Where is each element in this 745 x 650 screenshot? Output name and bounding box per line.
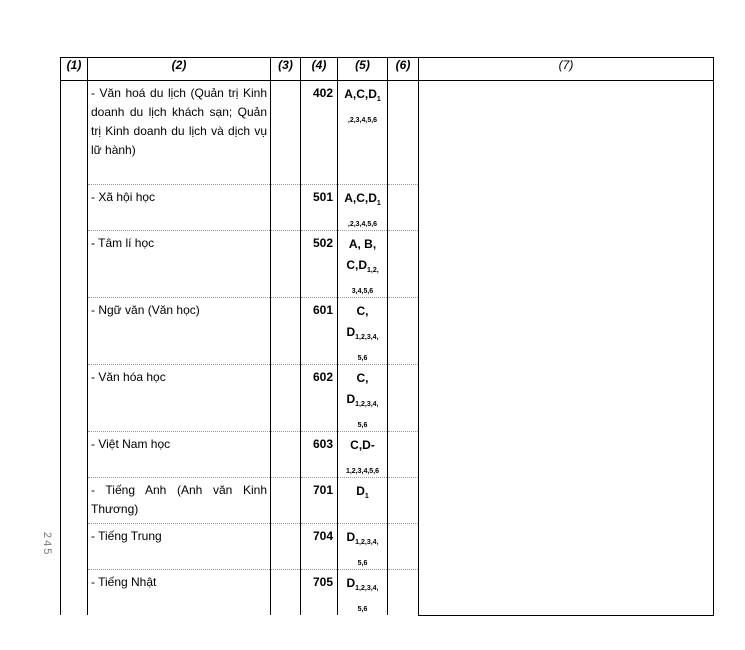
groups-text: C, [356, 371, 369, 385]
col-3-cell [271, 432, 301, 478]
page-number: 245 [41, 532, 53, 557]
major-name: - Tiếng Nhật [88, 570, 271, 616]
col-3-cell [271, 185, 301, 231]
major-code: 402 [301, 81, 338, 185]
col-6-cell [388, 231, 419, 298]
exam-groups [338, 432, 388, 478]
groups-text: D [356, 484, 365, 498]
major-name: - Văn hóa học [88, 365, 271, 432]
col-3-cell [271, 365, 301, 432]
table-row [61, 81, 714, 185]
exam-groups [338, 298, 388, 365]
col-6-cell [388, 524, 419, 570]
header-col-7: (7) [419, 58, 714, 81]
col-3-cell [271, 231, 301, 298]
header-col-3: (3) [271, 58, 301, 81]
col-3-cell [271, 298, 301, 365]
groups-sub: 1 [376, 200, 381, 207]
header-col-5: (5) [338, 58, 388, 81]
groups-sub: 1,2, [366, 267, 379, 274]
major-name: - Việt Nam học [88, 432, 271, 478]
header-col-4: (4) [301, 58, 338, 81]
groups-sub: 1 [364, 493, 369, 500]
major-name: - Tâm lí học [88, 231, 271, 298]
groups-sub: 1,2,3,4, [355, 334, 379, 341]
major-code: 701 [301, 478, 338, 524]
major-name: - Ngữ văn (Văn học) [88, 298, 271, 365]
major-name: - Tiếng Trung [88, 524, 271, 570]
major-code: 601 [301, 298, 338, 365]
groups-sub: 1,2,3,4, [355, 539, 379, 546]
groups-text: C,D- [350, 438, 375, 452]
major-code: 502 [301, 231, 338, 298]
col-6-cell [388, 185, 419, 231]
col-3-cell [271, 81, 301, 185]
major-code: 501 [301, 185, 338, 231]
exam-groups [338, 365, 388, 432]
major-code: 603 [301, 432, 338, 478]
exam-groups [338, 81, 388, 185]
groups-text: D [346, 576, 356, 590]
major-code: 705 [301, 570, 338, 616]
groups-sub: ,2,3,4,5,6 [347, 221, 378, 228]
col-6-cell [388, 570, 419, 616]
groups-sub: 1,2,3,4, [355, 401, 379, 408]
exam-groups [338, 185, 388, 231]
exam-groups [338, 570, 388, 616]
col-7-block [419, 81, 714, 616]
col-6-cell [388, 478, 419, 524]
groups-text: D [346, 392, 356, 406]
admissions-table [60, 57, 714, 616]
col-3-cell [271, 570, 301, 616]
header-col-6: (6) [388, 58, 419, 81]
major-name: - Văn hoá du lịch (Quản trị Kinh doanh du lịch khách sạn; Quản trị Kinh doanh du lịch và dịch vụ lữ hành) [88, 81, 271, 185]
header-col-1: (1) [61, 58, 88, 81]
groups-sub: 1,2,3,4, [355, 585, 379, 592]
groups-text: A,C,D [344, 87, 377, 101]
groups-sub: 1 [376, 96, 381, 103]
groups-sub: ,2,3,4,5,6 [347, 117, 378, 124]
col-3-cell [271, 478, 301, 524]
groups-sub: 5,6 [357, 560, 368, 567]
groups-text: A, B, [348, 237, 377, 251]
exam-groups [338, 524, 388, 570]
col-6-cell [388, 298, 419, 365]
groups-sub: 3,4,5,6 [351, 288, 374, 295]
groups-text: C,D [346, 258, 367, 272]
col-6-cell [388, 81, 419, 185]
col-3-cell [271, 524, 301, 570]
major-name: - Tiếng Anh (Anh văn Kinh Thương) [88, 478, 271, 524]
groups-text: D [346, 530, 356, 544]
exam-groups [338, 478, 388, 524]
groups-sub: 5,6 [357, 422, 368, 429]
groups-text: D [346, 325, 356, 339]
header-row [61, 58, 714, 81]
exam-groups [338, 231, 388, 298]
major-code: 704 [301, 524, 338, 570]
major-code: 602 [301, 365, 338, 432]
groups-sub: 5,6 [357, 606, 368, 613]
col-1-cell [61, 81, 88, 616]
groups-text: A,C,D [344, 191, 377, 205]
col-6-cell [388, 432, 419, 478]
major-name: - Xã hội học [88, 185, 271, 231]
header-col-2: (2) [88, 58, 271, 81]
groups-text: C, [356, 304, 369, 318]
groups-sub: 1,2,3,4,5,6 [345, 468, 380, 475]
col-6-cell [388, 365, 419, 432]
groups-sub: 5,6 [357, 355, 368, 362]
